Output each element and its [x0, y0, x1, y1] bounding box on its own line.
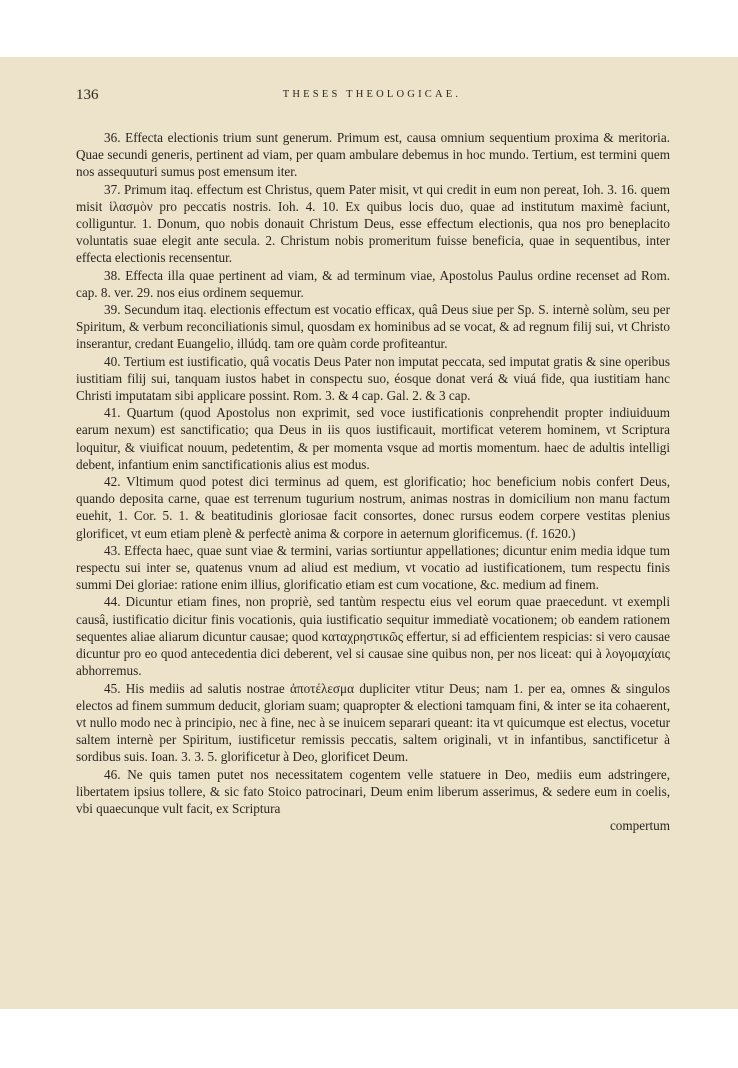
thesis-paragraph: 36. Effecta electionis trium sunt generum. Primum est, causa omnium sequentium proxima & meritoria. Quae secundi generis, pertinent ad viam, per quam ambulare debemus in hoc mundo. Tertium, est termini quem nos assequuturi sumus post emensum iter. [76, 130, 670, 180]
page-header [76, 87, 668, 109]
thesis-paragraph: 40. Tertium est iustificatio, quâ vocatis Deus Pater non imputat peccata, sed imputat gratis & sine operibus iustitiam filij sui, tanquam iustos habet in conspectu suo, éosque donat verá & viuá fide, qua iustitiam hanc Christi imputatam sibi applicare possint. Rom. 3. & 4 cap. Gal. 2. & 3 cap. [76, 353, 670, 404]
thesis-paragraph: 37. Primum itaq. effectum est Christus, quem Pater misit, vt qui credit in eum non pereat, Ioh. 3. 16. quem misit ἱλασμὸν pro peccatis nostris. Ioh. 4. 10. Ex quibus locis duo, quae ad institutum maximè faciunt, colliguntur. 1. Donum, quo nobis donauit Christum Deus, esse effectum electionis, qua nos pro beneplacito voluntatis suae elegit ante secula. 2. Christum nobis promeritum fuisse beneficia, quae in sequentibus, inter effecta electionis recensentur. [76, 181, 670, 266]
thesis-paragraph: 45. His mediis ad salutis nostrae ἀποτέλεσμα dupliciter vtitur Deus; nam 1. per ea, omnes & singulos electos ad finem summum deducit, gloriam suam; quapropter & electioni tamquam fini, & inter se ita cohaerent, vt nullo modo nec à principio, nec à fine, nec à se inuicem separari queant: ita vt quicumque est electus, vocetur saltem internè per Spiritum, iustificetur remissis peccatis, saltem originali, vt in infantibus, sanctificetur à sordibus suis. Ioan. 3. 3. 5. glorificetur à Deo, glorificet Deum. [76, 680, 670, 765]
thesis-paragraph: 39. Secundum itaq. electionis effectum est vocatio efficax, quâ Deus siue per Sp. S. internè solùm, seu per Spiritum, & verbum reconciliationis simul, quosdam ex hominibus ad se vocat, & ad regnum filij sui, vt Christo inserantur, credant Euangelio, illúdq. tam ore quàm corde profiteantur. [76, 302, 670, 352]
thesis-paragraph: 41. Quartum (quod Apostolus non exprimit, sed voce iustificationis conprehendit propter indiuiduum earum nexum) est sanctificatio; qua Deus in iis quos iustificauit, mortificat veterem hominem, vt Scriptura loquitur, & viuificat nouum, pedetentim, & per momenta vsque ad mortis momentum. haec de adultis intelligi debent, infantium enim sanctificationis alius est modus. [76, 405, 670, 472]
catchword: compertum [609, 818, 670, 834]
thesis-paragraph: 44. Dicuntur etiam fines, non propriè, sed tantùm respectu eius vel eorum quae praecedunt. vt exempli causâ, iustificatio dicitur finis vocationis, quia iustificatio sequitur immediatè vocationem; ob eandem rationem sequentes aliae aliarum dicuntur causae; quod καταχρηστικῶς effertur, si ad efficientem respicias: si vero causae dicuntur pro eo quod antecedentia dici deberent, vel si causae sine quibus non, per nos liceat: qui à λογομαχίαις abhorremus. [76, 594, 670, 679]
thesis-paragraph: 46. Ne quis tamen putet nos necessitatem cogentem velle statuere in Deo, mediis eum adstringere, libertatem ipsius tollere, & sic fato Stoico patrocinari, Deum enim liberum asserimus, & sedere eum in coelis, vbi quaecunque vult facit, ex Scriptura [76, 766, 670, 816]
thesis-paragraph: 42. Vltimum quod potest dici terminus ad quem, est glorificatio; hoc beneficium nobis confert Deus, quando deposita carne, quae est terrenum tugurium nostrum, animas nostras in domicilium non manu factum euehit, 1. Cor. 5. 1. & beatitudinis gloriosae facit consortes, donec rursus eodem corpere vestitas plenius glorificet, vt eum etiam plenè & perfectè anima & corpore in aeternum glorificemus. (f. 1620.) [76, 474, 670, 541]
running-title: THESES THEOLOGICAE. [282, 89, 462, 100]
page-number: 136 [76, 87, 99, 103]
thesis-paragraph: 38. Effecta illa quae pertinent ad viam, & ad terminum viae, Apostolus Paulus ordine recenset ad Rom. cap. 8. ver. 29. nos eius ordinem sequemur. [76, 267, 670, 300]
body-text [76, 129, 670, 834]
thesis-paragraph: 43. Effecta haec, quae sunt viae & termini, varias sortiuntur appellationes; dicuntur enim media idque tum respectu sui inter se, quatenus vnum ad aliud est medium, vt vocatio ad iustificationem, tum respectu finis summi Dei gloriae: ratione enim illius, glorificatio etiam est cum vocatione, &c. medium ad finem. [76, 542, 670, 593]
book-page [0, 57, 738, 1009]
